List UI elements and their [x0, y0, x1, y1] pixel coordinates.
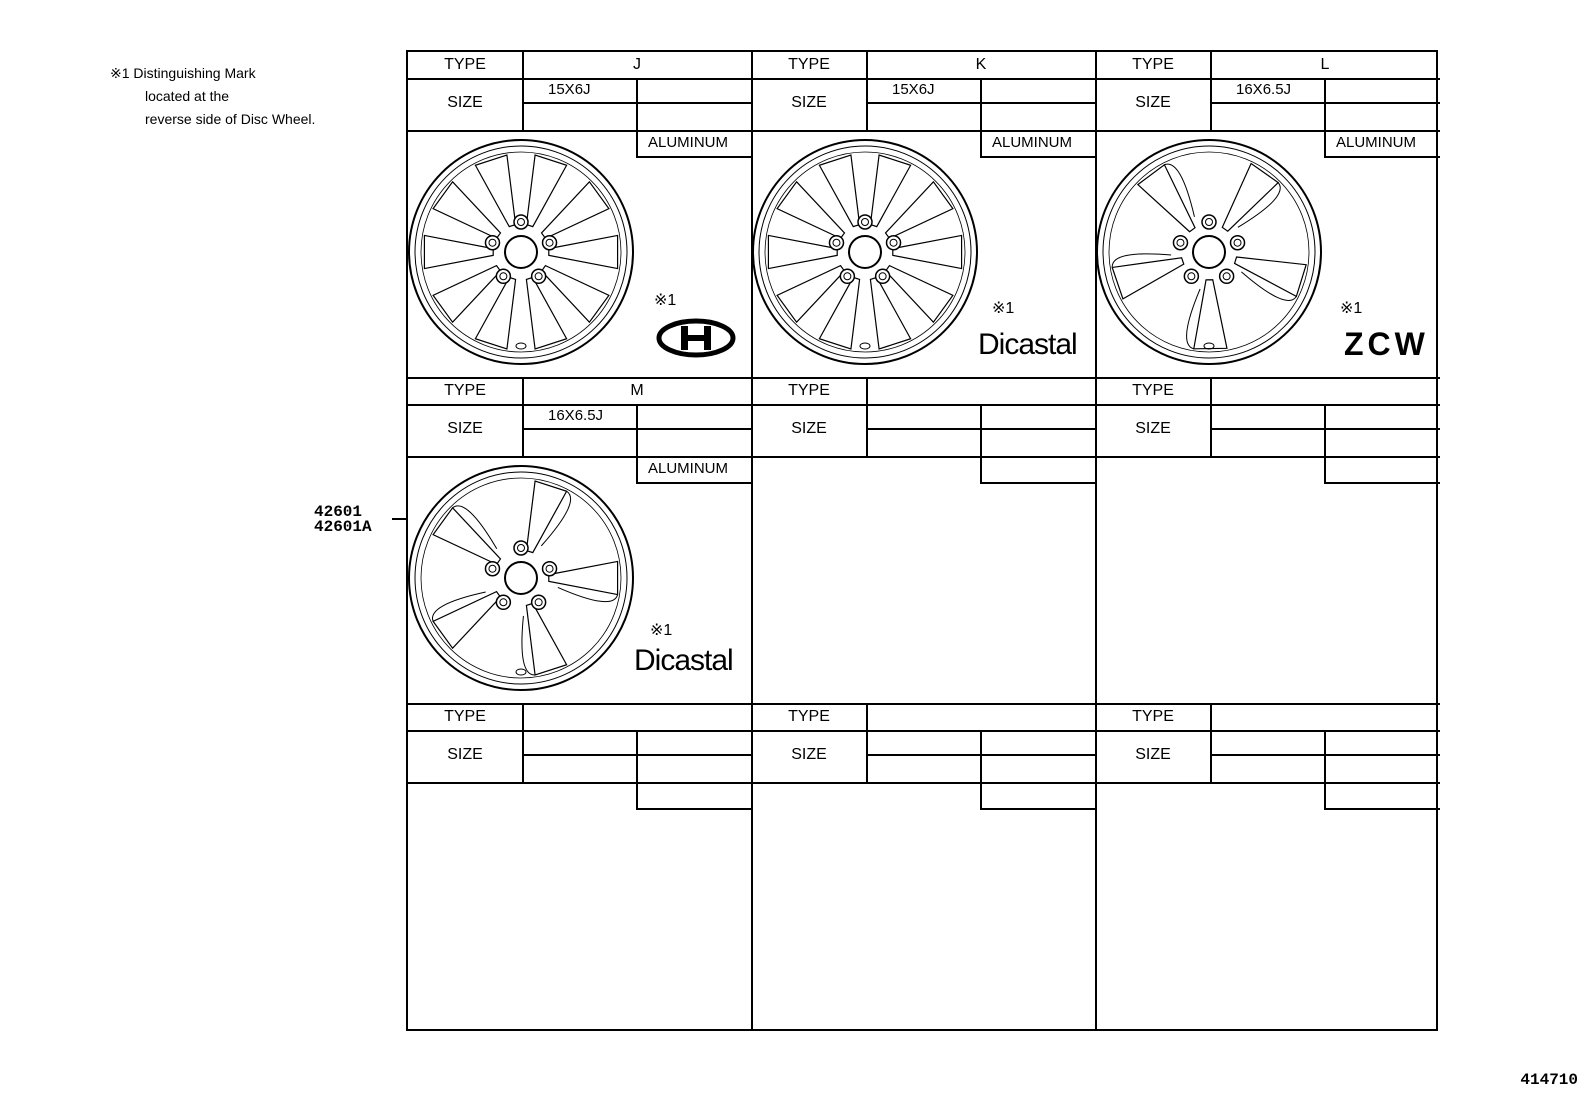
size-row-divider: [1096, 130, 1440, 132]
wheel-type-grid: [406, 50, 1438, 1031]
type-label: TYPE: [444, 708, 486, 725]
diagram-code: 414710: [1520, 1071, 1578, 1089]
size-subline: [1210, 428, 1440, 430]
type-label: TYPE: [1132, 382, 1174, 399]
material-divider: [1324, 78, 1326, 156]
type-label: TYPE: [788, 56, 830, 73]
material-subline: [636, 156, 752, 158]
label-column-divider: [1210, 704, 1212, 782]
distinguishing-mark-note: [110, 62, 315, 131]
size-label: SIZE: [447, 746, 483, 763]
part-number-42601[interactable]: 42601: [314, 503, 363, 521]
section-divider: [408, 377, 752, 379]
type-label: TYPE: [1132, 708, 1174, 725]
size-label: SIZE: [791, 94, 827, 111]
disc-wheel-illustration[interactable]: [1095, 138, 1323, 366]
type-value: J: [633, 56, 641, 73]
size-value: 16X6.5J: [1236, 81, 1292, 98]
distinguishing-mark-symbol: ※1: [1340, 300, 1363, 317]
type-row-divider: [752, 730, 1096, 732]
distinguishing-mark-symbol: ※1: [654, 292, 677, 309]
disc-wheel-illustration[interactable]: [407, 138, 635, 366]
size-subline: [1210, 754, 1440, 756]
column-divider: [1095, 378, 1097, 704]
material-divider: [1324, 404, 1326, 482]
material-divider: [1324, 730, 1326, 808]
type-label: TYPE: [444, 382, 486, 399]
size-subline: [522, 102, 752, 104]
size-label: SIZE: [1135, 746, 1171, 763]
section-divider: [1096, 377, 1440, 379]
type-row-divider: [1096, 404, 1440, 406]
material-subline: [980, 482, 1096, 484]
material-subline: [980, 808, 1096, 810]
material-divider: [980, 730, 982, 808]
type-value: M: [630, 382, 644, 399]
material-divider: [636, 404, 638, 482]
type-label: TYPE: [1132, 56, 1174, 73]
column-divider: [751, 378, 753, 704]
size-value: 16X6.5J: [548, 407, 604, 424]
material-subline: [1324, 482, 1440, 484]
size-row-divider: [752, 456, 1096, 458]
material-subline: [1324, 156, 1440, 158]
h-emblem-logo-icon: [656, 318, 736, 358]
disc-wheel-illustration[interactable]: [751, 138, 979, 366]
size-label: SIZE: [1135, 94, 1171, 111]
size-label: SIZE: [791, 746, 827, 763]
size-subline: [866, 754, 1096, 756]
size-value: 15X6J: [548, 81, 591, 98]
label-column-divider: [522, 704, 524, 782]
part-number-callout[interactable]: [314, 505, 372, 535]
size-label: SIZE: [791, 420, 827, 437]
material-divider: [636, 78, 638, 156]
note-line-1: Distinguishing Mark: [133, 65, 256, 81]
section-divider: [1096, 703, 1440, 705]
material-subline: [636, 482, 752, 484]
material-value: ALUMINUM: [648, 460, 729, 477]
label-column-divider: [522, 52, 524, 130]
type-row-divider: [1096, 730, 1440, 732]
type-row-divider: [752, 78, 1096, 80]
size-label: SIZE: [1135, 420, 1171, 437]
material-subline: [636, 808, 752, 810]
part-number-42601a[interactable]: 42601A: [314, 518, 372, 536]
type-row-divider: [408, 78, 752, 80]
material-subline: [1324, 808, 1440, 810]
label-column-divider: [522, 378, 524, 456]
section-divider: [752, 377, 1096, 379]
label-column-divider: [866, 704, 868, 782]
type-label: TYPE: [788, 382, 830, 399]
size-row-divider: [408, 456, 752, 458]
type-row-divider: [408, 404, 752, 406]
type-row-divider: [752, 404, 1096, 406]
note-symbol: ※1: [110, 65, 130, 81]
column-divider: [751, 704, 753, 1030]
size-subline: [522, 428, 752, 430]
zcw-logo: ZCW: [1344, 326, 1429, 362]
material-divider: [980, 404, 982, 482]
section-divider: [408, 703, 752, 705]
size-subline: [866, 102, 1096, 104]
size-label: SIZE: [447, 94, 483, 111]
label-column-divider: [866, 378, 868, 456]
size-subline: [522, 754, 752, 756]
distinguishing-mark-symbol: ※1: [992, 300, 1015, 317]
material-divider: [636, 730, 638, 808]
size-subline: [1210, 102, 1440, 104]
type-label: TYPE: [444, 56, 486, 73]
material-value: ALUMINUM: [648, 134, 729, 151]
dicastal-logo: Dicastal: [978, 328, 1077, 361]
type-value: K: [975, 56, 987, 73]
note-line-2: located at the: [145, 88, 230, 104]
size-row-divider: [752, 130, 1096, 132]
material-value: ALUMINUM: [1336, 134, 1417, 151]
material-value: ALUMINUM: [992, 134, 1073, 151]
section-divider: [752, 703, 1096, 705]
material-subline: [980, 156, 1096, 158]
disc-wheel-illustration[interactable]: [407, 464, 635, 692]
size-row-divider: [408, 130, 752, 132]
type-row-divider: [408, 730, 752, 732]
column-divider: [1095, 704, 1097, 1030]
size-value: 15X6J: [892, 81, 935, 98]
size-row-divider: [752, 782, 1096, 784]
size-row-divider: [1096, 782, 1440, 784]
type-value: L: [1320, 56, 1330, 73]
material-divider: [980, 78, 982, 156]
label-column-divider: [866, 52, 868, 130]
label-column-divider: [1210, 378, 1212, 456]
size-row-divider: [408, 782, 752, 784]
dicastal-logo: Dicastal: [634, 644, 733, 677]
distinguishing-mark-symbol: ※1: [650, 622, 673, 639]
note-line-3: reverse side of Disc Wheel.: [145, 111, 316, 127]
type-label: TYPE: [788, 708, 830, 725]
label-column-divider: [1210, 52, 1212, 130]
size-subline: [866, 428, 1096, 430]
size-label: SIZE: [447, 420, 483, 437]
type-row-divider: [1096, 78, 1440, 80]
leader-line: [392, 518, 406, 520]
size-row-divider: [1096, 456, 1440, 458]
